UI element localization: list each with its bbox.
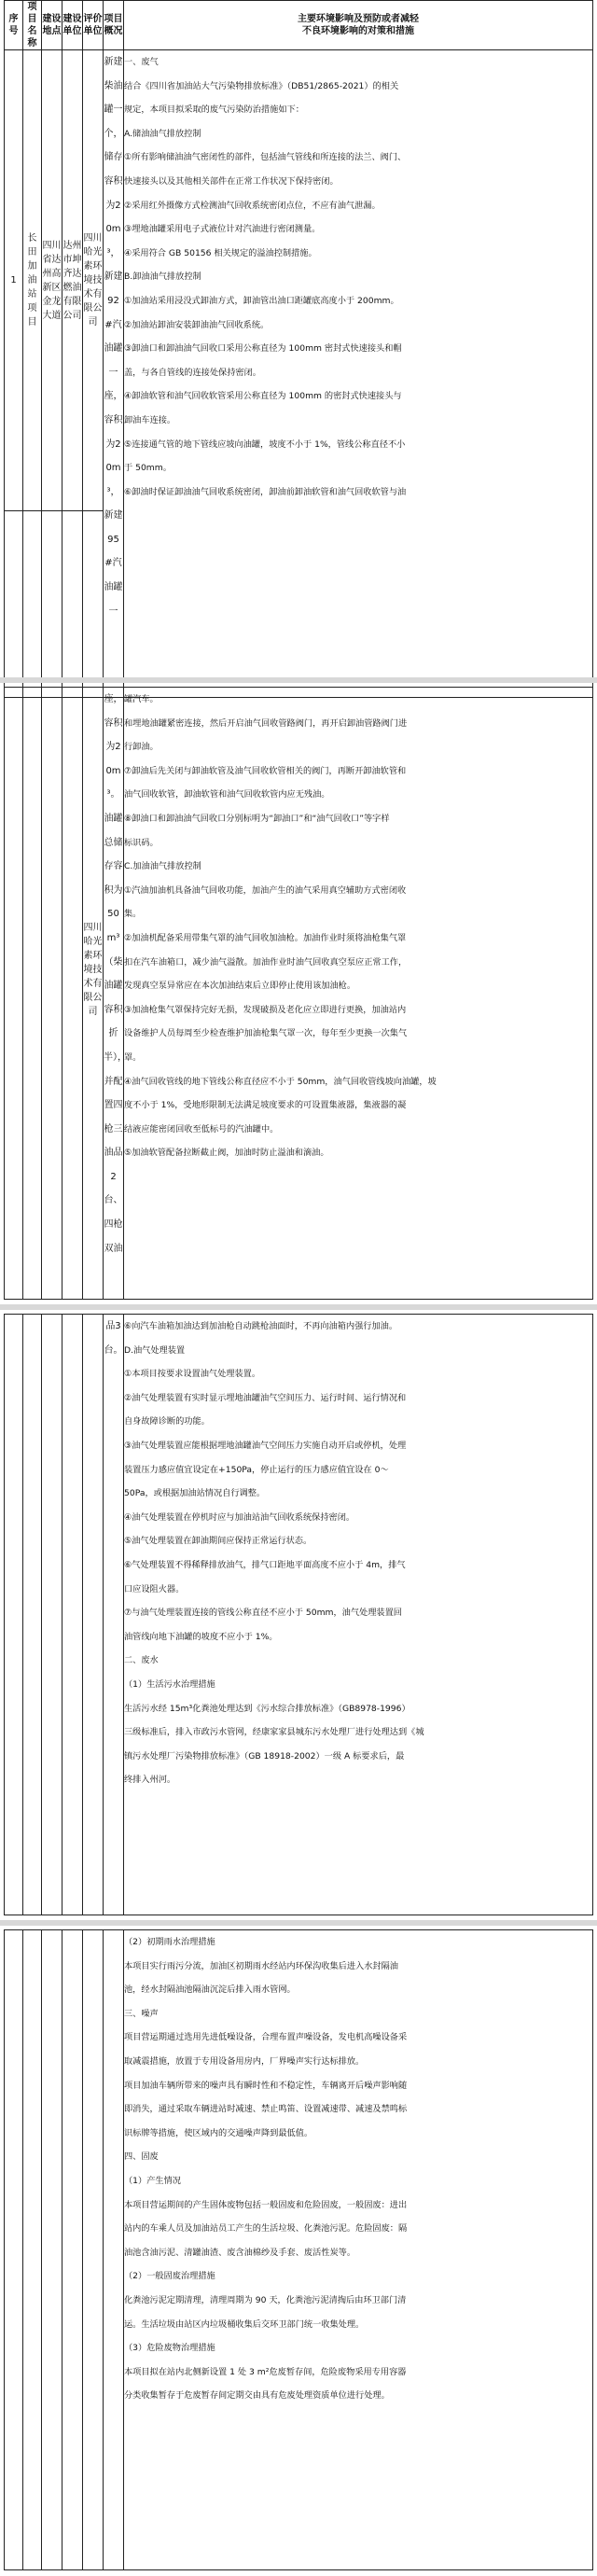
header-location: 建设地点 <box>42 1 62 50</box>
measures-line: 识标牌等措施，使区域内的交通噪声降到最低值。 <box>124 2127 313 2138</box>
measures-line: 一、废气 <box>124 57 159 67</box>
measures-line: 规定，本项目拟采取的废气污染防治措施如下： <box>124 104 304 116</box>
measures-line: ①本项目按要求设置油气处理装置。 <box>124 1369 261 1380</box>
measures-line: 装置压力感应值宜设定在+150Pa，停止运行的压力感应值宜设在 0～ <box>124 1464 389 1475</box>
measures-line: 项目营运期通过选用先进低噪设备，合理布置声噪设备，发电机高噪设备采 <box>124 2032 408 2043</box>
measures-cell <box>124 688 593 1300</box>
measures-line: B.卸油油气排放控制 <box>124 272 201 283</box>
measures-line: ⑧卸油口和卸油油气回收口分别标明为“卸油口”和“油气回收口”等字样 <box>124 813 390 824</box>
row-overview: 新建柴油罐一个，储存容积为20m³，新建92#汽油罐一座，容积为20m³，新建95#汽油罐一 <box>104 50 124 698</box>
table-header-row <box>5 1 593 50</box>
header-project-name: 项目名称 <box>23 1 42 50</box>
measures-line: 三、噪声 <box>124 2008 159 2019</box>
measures-line: 盖，与各自管线的连接处保持密闭。 <box>124 367 261 378</box>
measures-line: ④油气回收管线的地下管线公称直径应不小于 50mm，油气回收管线坡向油罐，坡 <box>124 1076 437 1087</box>
measures-line: 终排入州河。 <box>124 1775 176 1786</box>
document-page-2 <box>0 683 597 1304</box>
measures-line: 二、废水 <box>124 1655 159 1666</box>
table-row <box>5 688 593 1300</box>
environment-table-page-2 <box>4 687 593 1300</box>
measures-line: 和埋地油罐紧密连接，然后开启油气回收管路阀门，再开启卸油管路阀门进 <box>124 717 408 729</box>
row-overview-continued: 品3台。 <box>104 1315 124 1915</box>
measures-line: 分类收集暂存于危废暂存间定期交由具有危废处理资质单位进行处理。 <box>124 2390 390 2402</box>
measures-line: 口应设阻火器。 <box>124 1583 185 1594</box>
measures-line: 站内的车乘人员及加油站员工产生的生活垃圾、化粪池污泥。危险固废：隔 <box>124 2223 408 2235</box>
measures-line: 三级标准后，排入市政污水管网，经康家家县城东污水处理厂进行处理达到《城 <box>124 1727 424 1738</box>
measures-line: 罩。 <box>124 1051 142 1063</box>
measures-line: （1）产生情况 <box>124 2175 181 2186</box>
measures-line: 油气回收软管，卸油软管和油气回收软管内应无残油。 <box>124 789 330 801</box>
measures-line: ④采用符合 GB 50156 相关规定的溢油控制措施。 <box>124 247 317 258</box>
measures-line: 油池含油污泥、清罐油渣、废含油棉纱及手套、废活性炭等。 <box>124 2247 356 2258</box>
measures-line: 于 50mm。 <box>124 463 172 474</box>
measures-line: 行卸油。 <box>124 742 159 753</box>
table-row <box>5 1930 593 2570</box>
row-builder: 达州市坤齐达燃油有限公司 <box>62 50 83 511</box>
measures-line: 罐汽车。 <box>124 694 159 704</box>
header-measures-line1: 主要环境影响及预防或者减轻 <box>298 14 419 24</box>
measures-line: C.加油油气排放控制 <box>124 861 201 872</box>
measures-line: 卸油车连接。 <box>124 414 176 425</box>
measures-line: 发现真空泵异常应在本次加油结束后立即停止使用该加油枪。 <box>124 981 356 992</box>
measures-line: ①汽油加油机具备油气回收功能，加油产生的油气采用真空辅助方式密闭收 <box>124 884 407 896</box>
row-index: 1 <box>5 50 23 511</box>
header-builder: 建设单位 <box>62 1 83 50</box>
measures-line: ⑤加油软管配备拉断截止阀，加油时防止溢油和滴油。 <box>124 1148 329 1159</box>
measures-line: 设备维护人员每周至少检查维护加油枪集气罩一次，每年至少更换一次集气 <box>124 1028 408 1039</box>
measures-line: 即消失，通过采取车辆进站时减速、禁止鸣笛、设置减速带、减速及禁鸣标 <box>124 2104 408 2115</box>
environment-table-page-1 <box>4 0 593 698</box>
measures-line: （2）初期雨水治理措施 <box>124 1937 215 1947</box>
measures-line: 本项目拟在站内北侧新设置 1 处 3 m²危废暂存间，危险废物采用专用容器 <box>124 2366 407 2377</box>
measures-line: 油管线向地下油罐的坡度不应小于 1%。 <box>124 1631 278 1642</box>
row-location: 四川省达州高新区金龙大道 <box>42 50 62 511</box>
measures-line: ⑥卸油时保证卸油油气回收系统密闭，卸油前卸油软管和油气回收软管与油 <box>124 486 407 497</box>
measures-line: 本项目实行雨污分流，加油区初期雨水经站内环保沟收集后进入水封隔油 <box>124 1960 398 1971</box>
row-evaluator-continued: 四川哈光素环境技术有限公司 <box>83 688 104 1300</box>
measures-line: 度不小于 1%，受地形限制无法满足坡度要求的可设置集液器，集液器的凝 <box>124 1100 407 1111</box>
measures-line: ④油气处理装置在停机时应与加油站油气回收系统保持密闭。 <box>124 1511 355 1523</box>
measures-line: A.储油油气排放控制 <box>124 128 201 139</box>
measures-cell <box>124 1930 593 2570</box>
measures-line: ②加油站卸油安装卸油油气回收系统。 <box>124 319 270 330</box>
document-page-3 <box>0 1310 597 1920</box>
measures-line: 运。生活垃圾由站区内垃圾桶收集后交环卫部门统一收集处理。 <box>124 2318 365 2330</box>
header-measures-line2: 不良环境影响的对策和措施 <box>302 26 414 36</box>
measures-line: ③加油枪集气罩保持完好无损，发现破损及老化应立即进行更换，加油站内 <box>124 1004 407 1015</box>
measures-line: ②加油机配备采用带集气罩的油气回收加油枪。加油作业时须将油枪集气罩 <box>124 932 407 943</box>
row-project-name: 长田加油站项目 <box>23 50 42 511</box>
measures-line: 集。 <box>124 909 142 920</box>
measures-line: （3）危险废物治理措施 <box>124 2343 215 2354</box>
measures-line: 池，经水封隔油池隔油沉淀后排入雨水管网。 <box>124 1984 296 1996</box>
measures-line: 镇污水处理厂污染物排放标准》（GB 18918-2002）一级 A 标要求后，最 <box>124 1750 405 1761</box>
measures-line: D.油气处理装置 <box>124 1344 186 1356</box>
environment-table-page-3 <box>4 1314 593 1915</box>
measures-line: （1）生活污水治理措施 <box>124 1678 215 1690</box>
measures-line: 结液应能密闭回收至低标号的汽油罐中。 <box>124 1123 279 1135</box>
measures-line: 本项目营运期间的产生固体废物包括一般固废和危险固废，一般固废：进出 <box>124 2199 408 2210</box>
table-row <box>5 50 593 511</box>
environment-table-page-4 <box>4 1929 593 2570</box>
measures-line: 四、固废 <box>124 2151 159 2163</box>
measures-line: 取减震措施，放置于专用设备用房内，厂界噪声实行达标排放。 <box>124 2055 365 2067</box>
document-page-1 <box>0 0 597 677</box>
measures-line: 50Pa，或根据加油站情况自行调整。 <box>124 1488 266 1499</box>
header-overview: 项目概况 <box>104 1 124 50</box>
header-measures <box>124 1 593 50</box>
measures-line: 生活污水经 15m³化粪池处理达到《污水综合排放标准》（GB8978-1996） <box>124 1703 410 1714</box>
measures-line: （2）一般固废治理措施 <box>124 2271 215 2282</box>
measures-line: ⑦卸油后先关闭与卸油软管及油气回收软管相关的阀门，再断开卸油软管和 <box>124 765 407 776</box>
measures-line: 扣在汽车油箱口，减少油气溢散。加油作业时油气回收真空泵应正常工作， <box>124 956 408 968</box>
row-evaluator: 四川哈光素环境技术有限公司 <box>83 50 104 511</box>
measures-line: ③埋地油罐采用电子式液位计对汽油进行密闭测量。 <box>124 224 321 235</box>
measures-line: 自身故障诊断的功能。 <box>124 1416 210 1427</box>
measures-cell <box>124 1315 593 1915</box>
measures-line: 标识码。 <box>124 837 159 848</box>
header-index: 序号 <box>5 1 23 50</box>
header-evaluator: 评价单位 <box>83 1 104 50</box>
measures-line: ②油气处理装置有实时显示埋地油罐油气空间压力、运行时间、运行情况和 <box>124 1392 407 1403</box>
measures-cell <box>124 50 593 698</box>
measures-line: 结合《四川省加油站大气污染物排放标准》（DB51/2865-2021）的相关 <box>124 80 399 91</box>
measures-line: ⑥向汽车油箱加油达到加油枪自动跳枪油面时，不再向油箱内强行加油。 <box>124 1321 398 1331</box>
measures-line: ⑦与油气处理装置连接的管线公称直径不应小于 50mm，油气处理装置回 <box>124 1608 402 1619</box>
measures-line: ⑤油气处理装置在卸油期间应保持正常运行状态。 <box>124 1536 312 1547</box>
measures-line: 快速接头以及其他相关部件在正常工作状况下保持密闭。 <box>124 175 339 187</box>
measures-line: ③卸油口和卸油油气回收口采用公称直径为 100mm 密封式快速接头和帽 <box>124 343 402 355</box>
measures-line: ④卸油软管和油气回收软管采用公称直径为 100mm 的密封式快速接头与 <box>124 391 402 402</box>
document-page-4 <box>0 1926 597 2576</box>
row-overview-continued: 座，容积为20m³。油罐总储存容积为50m³（柴油罐容积折半），并配置四枪三油品2台、四枪双油 <box>104 688 124 1300</box>
measures-line: ⑥气处理装置不得稀释排放油气，排气口距地平面高度不应小于 4m，排气 <box>124 1559 406 1570</box>
measures-line: ①加油站采用浸没式卸油方式，卸油管出油口距罐底高度小于 200mm。 <box>124 295 399 306</box>
measures-line: ②采用红外摄像方式检测油气回收系统密闭点位，不应有油气泄漏。 <box>124 200 381 211</box>
measures-line: 化粪池污泥定期清理，清理周期为 90 天，化粪池污泥清掏后由环卫部门清 <box>124 2294 407 2305</box>
measures-line: ①所有影响储油油气密闭性的部件，包括油气管线和所连接的法兰、阀门、 <box>124 152 407 163</box>
measures-line: 项目加油车辆所带来的噪声具有瞬时性和不稳定性，车辆离开后噪声影响随 <box>124 2080 408 2091</box>
measures-line: ③油气处理装置应能根据埋地油罐油气空间压力实施自动开启或停机，处理 <box>124 1440 407 1451</box>
table-row <box>5 1315 593 1915</box>
measures-line: ⑤连接通气管的地下管线应坡向油罐，坡度不小于 1%，管线公称直径不小 <box>124 439 406 450</box>
